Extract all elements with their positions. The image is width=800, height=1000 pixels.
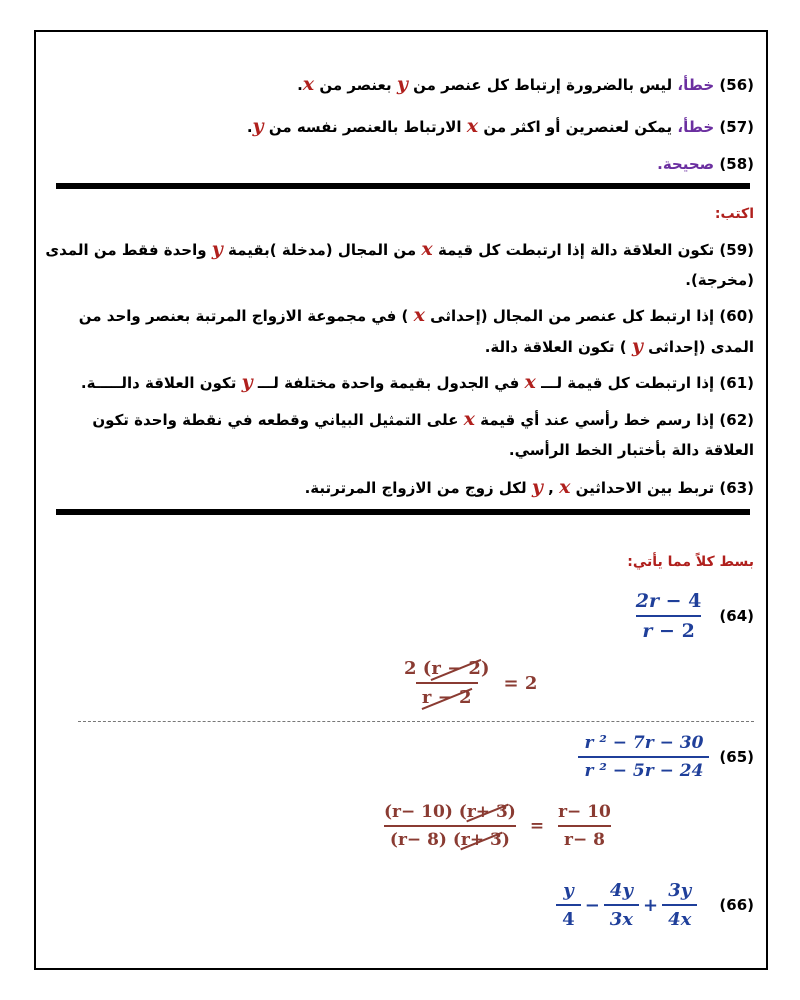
- fraction-term: $\frac{4y}{3x}$: [604, 880, 639, 930]
- item-58: (58) صحيحة.: [657, 155, 754, 173]
- solution-64: $\frac{2 (r - 2)}{r - 2}$ = 2: [398, 658, 537, 708]
- variable: y: [631, 335, 643, 357]
- status-text: خطأ،: [677, 76, 715, 94]
- fraction-term: $\frac{y}{4}$: [556, 880, 581, 930]
- problem-65: $\frac{\text{r ² − 7r − 30}}{\text{r ² − 5r − 24}}$ (65): [578, 733, 754, 781]
- result-fraction: $\frac{r- 10}{r- 8}$: [558, 802, 611, 850]
- solution-fraction: $\frac{(r- 10) (r+ 3)}{(r- 8) (r+ 3)}$: [384, 802, 516, 850]
- variable: x: [421, 238, 433, 260]
- item-56: (56) خطأ، ليس بالضرورة إرتباط كل عنصر من y بعنصر من x.: [297, 73, 754, 95]
- variable: x: [413, 304, 425, 326]
- write-heading: اكتب:: [714, 206, 754, 222]
- variable: x: [524, 371, 536, 393]
- variable: y: [241, 371, 253, 393]
- variable: y: [531, 476, 543, 498]
- dashed-separator: [78, 721, 754, 722]
- variable: x: [559, 476, 571, 498]
- solution-65: $\frac{(r- 10) (r+ 3)}{(r- 8) (r+ 3)}$ = $\frac{r- 10}{r- 8}$: [378, 802, 617, 850]
- variable: y: [252, 115, 264, 137]
- simplify-heading: بسط كلاً مما يأتي:: [627, 554, 754, 570]
- item-60: (60) إذا ارتبط كل عنصر من المجال (إحداثى x ) في مجموعة الازواج المرتبة بعنصر واحد من المدى (إحداثى y ) تكون العلاقة دالة.: [78, 304, 754, 357]
- variable: y: [211, 238, 223, 260]
- variable: y: [396, 73, 408, 95]
- status-text: خطأ،: [677, 118, 715, 136]
- item-62: (62) إذا رسم خط رأسي عند أي قيمة x على التمثيل البياني وقطعه في نقطة واحدة تكون العلاقة دالة بأختبار الخط الرأسي.: [92, 408, 754, 459]
- question-fraction: $\frac{2r - 4}{r - 2}$: [635, 590, 702, 642]
- section-divider: [56, 509, 750, 515]
- variable: x: [302, 73, 315, 95]
- variable: x: [463, 408, 475, 430]
- status-text: صحيحة.: [657, 155, 715, 173]
- item-57: (57) خطأ، يمكن لعنصرين أو اكثر من x الارتباط بالعنصر نفسه من y.: [246, 115, 754, 137]
- problem-66: $\frac{y}{4}$ − $\frac{4y}{3x}$ + $\frac{3y}{4x}$ (66): [556, 880, 754, 930]
- variable: x: [466, 115, 479, 137]
- problem-64: $\frac{2r - 4}{r - 2}$ (64): [630, 590, 754, 642]
- item-63: (63) تربط بين الاحداثين y , x لكل زوج من الازواج المرترتبة.: [304, 476, 754, 498]
- item-61: (61) إذا ارتبطت كل قيمة لـــ x في الجدول بقيمة واحدة مختلفة لـــ y تكون العلاقة دالـــــة.: [80, 371, 754, 393]
- fraction-term: $\frac{3y}{4x}$: [662, 880, 697, 930]
- section-divider: [56, 183, 750, 189]
- item-59: (59) تكون العلاقة دالة إذا ارتبطت كل قيمة x من المجال (مدخلة )بقيمة y واحدة فقط من المدى (مخرجة).: [45, 238, 754, 289]
- question-fraction: $\frac{\text{r ² − 7r − 30}}{\text{r ² − 5r − 24}}$: [578, 733, 709, 781]
- solution-fraction: $\frac{2 (r - 2)}{r - 2}$: [404, 658, 490, 708]
